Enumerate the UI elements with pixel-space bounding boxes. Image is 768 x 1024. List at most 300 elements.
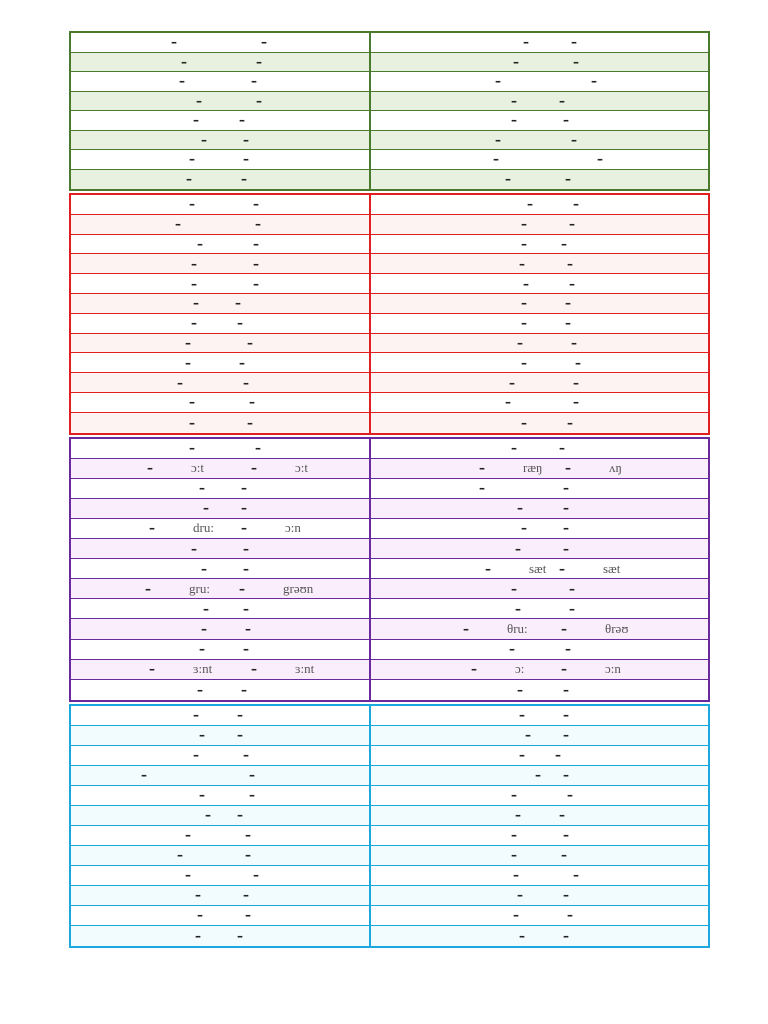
blank-item[interactable]: [525, 727, 531, 743]
left-cell: [71, 866, 371, 885]
table-row: [71, 393, 708, 413]
blank-item[interactable]: [517, 682, 523, 698]
blank-item[interactable]: [249, 767, 255, 783]
blank-item[interactable]: [563, 827, 569, 843]
blank-item[interactable]: [519, 928, 525, 944]
blank-item[interactable]: [241, 500, 247, 516]
blank-item[interactable]: [195, 887, 201, 903]
blank-item[interactable]: [235, 295, 241, 311]
blank-item[interactable]: [245, 907, 251, 923]
blank-item[interactable]: [189, 151, 195, 167]
blank-item[interactable]: [563, 767, 569, 783]
phonetic-text: ɔ:n: [605, 661, 621, 677]
blank-item[interactable]: [149, 661, 212, 677]
left-cell: [71, 439, 371, 458]
blank-item[interactable]: [523, 276, 529, 292]
blank-dash: –: [569, 276, 575, 291]
blank-item[interactable]: [199, 787, 205, 803]
blank-dash: –: [573, 197, 579, 212]
blank-item[interactable]: [513, 867, 519, 883]
blank-item[interactable]: [255, 216, 261, 232]
blank-item[interactable]: [185, 335, 191, 351]
blank-item[interactable]: [201, 561, 207, 577]
right-cell: [371, 479, 708, 498]
blank-item[interactable]: [573, 375, 579, 391]
blank-item[interactable]: [189, 440, 195, 456]
blank-dash: –: [563, 828, 569, 843]
table-row: [71, 499, 708, 519]
table-row: [71, 519, 708, 539]
blank-item[interactable]: [245, 621, 251, 637]
right-cell: [371, 640, 708, 659]
blank-item[interactable]: [197, 236, 203, 252]
table-row: [71, 334, 708, 354]
blank-dash: –: [597, 152, 603, 167]
blank-item[interactable]: [509, 375, 515, 391]
blank-item[interactable]: [561, 621, 628, 637]
blank-item[interactable]: [243, 132, 249, 148]
blank-item[interactable]: [251, 460, 308, 476]
blank-item[interactable]: [559, 93, 565, 109]
blank-item[interactable]: [243, 375, 249, 391]
blank-item[interactable]: [205, 807, 211, 823]
table-row: [71, 53, 708, 73]
blank-item[interactable]: [563, 928, 569, 944]
blank-item[interactable]: [569, 276, 575, 292]
table-row: [71, 274, 708, 294]
left-cell: [71, 170, 371, 190]
blank-item[interactable]: [149, 520, 214, 536]
blank-dash: –: [573, 375, 579, 390]
left-cell: [71, 746, 371, 765]
left-cell: [71, 906, 371, 925]
blank-item[interactable]: [515, 807, 521, 823]
blank-item[interactable]: [569, 216, 575, 232]
section-cyan: [69, 704, 710, 948]
right-cell: [371, 294, 708, 313]
blank-item[interactable]: [179, 73, 185, 89]
blank-dash: –: [571, 335, 577, 350]
blank-item[interactable]: [563, 727, 569, 743]
blank-dash: –: [193, 748, 199, 763]
table-row: [71, 640, 708, 660]
blank-dash: –: [523, 35, 529, 50]
blank-item[interactable]: [255, 440, 261, 456]
blank-item[interactable]: [563, 541, 569, 557]
blank-item[interactable]: [569, 601, 575, 617]
blank-dash: –: [519, 256, 525, 271]
blank-item[interactable]: [521, 355, 527, 371]
blank-dash: –: [243, 132, 249, 147]
blank-dash: –: [567, 788, 573, 803]
blank-item[interactable]: [567, 415, 573, 431]
blank-dash: –: [535, 768, 541, 783]
blank-item[interactable]: [243, 151, 249, 167]
blank-dash: –: [199, 481, 205, 496]
blank-item[interactable]: [249, 394, 255, 410]
right-cell: [371, 599, 708, 618]
blank-item[interactable]: [245, 847, 251, 863]
blank-item[interactable]: [567, 907, 573, 923]
blank-dash: –: [519, 748, 525, 763]
blank-dash: –: [471, 662, 477, 677]
blank-dash: –: [197, 908, 203, 923]
blank-item[interactable]: [517, 335, 523, 351]
blank-item[interactable]: [505, 394, 511, 410]
blank-item[interactable]: [471, 661, 524, 677]
blank-item[interactable]: [571, 132, 577, 148]
blank-item[interactable]: [241, 171, 247, 187]
blank-item[interactable]: [573, 54, 579, 70]
phonetic-text: ɜ:nt: [193, 661, 213, 677]
blank-item[interactable]: [237, 727, 243, 743]
blank-item[interactable]: [251, 73, 257, 89]
blank-item[interactable]: [511, 847, 517, 863]
blank-item[interactable]: [535, 767, 541, 783]
right-cell: [371, 170, 708, 190]
blank-item[interactable]: [199, 727, 205, 743]
table-row: [71, 195, 708, 215]
blank-item[interactable]: [239, 112, 245, 128]
blank-item[interactable]: [521, 415, 527, 431]
blank-item[interactable]: [479, 480, 485, 496]
blank-item[interactable]: [193, 707, 199, 723]
left-cell: [71, 680, 371, 700]
blank-item[interactable]: [493, 151, 499, 167]
blank-item[interactable]: [559, 440, 565, 456]
blank-item[interactable]: [563, 112, 569, 128]
blank-item[interactable]: [509, 641, 515, 657]
blank-dash: –: [243, 601, 249, 616]
table-row: [71, 413, 708, 433]
blank-dash: –: [493, 152, 499, 167]
blank-item[interactable]: [199, 480, 205, 496]
blank-item[interactable]: [185, 867, 191, 883]
blank-item[interactable]: [511, 440, 517, 456]
blank-item[interactable]: [569, 581, 575, 597]
blank-item[interactable]: [555, 747, 561, 763]
section-red: [69, 193, 710, 435]
blank-dash: –: [149, 662, 155, 677]
blank-dash: –: [511, 113, 517, 128]
blank-item[interactable]: [237, 807, 243, 823]
blank-item[interactable]: [195, 928, 201, 944]
blank-dash: –: [511, 93, 517, 108]
blank-item[interactable]: [521, 295, 527, 311]
blank-dash: –: [565, 296, 571, 311]
blank-item[interactable]: [253, 236, 259, 252]
left-cell: [71, 111, 371, 130]
left-cell: [71, 72, 371, 91]
blank-item[interactable]: [203, 500, 209, 516]
left-cell: [71, 195, 371, 214]
blank-item[interactable]: [241, 520, 301, 536]
blank-item[interactable]: [519, 707, 525, 723]
blank-item[interactable]: [563, 707, 569, 723]
blank-item[interactable]: [193, 295, 199, 311]
blank-item[interactable]: [237, 928, 243, 944]
blank-item[interactable]: [261, 34, 267, 50]
blank-item[interactable]: [513, 54, 519, 70]
blank-item[interactable]: [523, 34, 529, 50]
right-cell: [371, 413, 708, 433]
blank-dash: –: [247, 415, 253, 430]
blank-item[interactable]: [197, 907, 203, 923]
blank-item[interactable]: [241, 682, 247, 698]
blank-dash: –: [251, 461, 257, 476]
table-row: [71, 373, 708, 393]
blank-item[interactable]: [521, 216, 527, 232]
blank-item[interactable]: [141, 767, 147, 783]
blank-item[interactable]: [511, 112, 517, 128]
blank-item[interactable]: [185, 355, 191, 371]
blank-dash: –: [521, 316, 527, 331]
blank-item[interactable]: [245, 827, 251, 843]
blank-item[interactable]: [203, 601, 209, 617]
blank-dash: –: [509, 642, 515, 657]
blank-dash: –: [201, 132, 207, 147]
blank-dash: –: [525, 728, 531, 743]
left-cell: [71, 92, 371, 111]
blank-item[interactable]: [517, 500, 523, 516]
blank-item[interactable]: [527, 196, 533, 212]
blank-item[interactable]: [239, 355, 245, 371]
blank-item[interactable]: [253, 276, 259, 292]
blank-item[interactable]: [249, 787, 255, 803]
blank-item[interactable]: [567, 256, 573, 272]
blank-item[interactable]: [563, 480, 569, 496]
blank-item[interactable]: [565, 641, 571, 657]
blank-item[interactable]: [241, 480, 247, 496]
blank-dash: –: [247, 335, 253, 350]
blank-dash: –: [563, 521, 569, 536]
blank-dash: –: [256, 54, 262, 69]
blank-item[interactable]: [145, 581, 210, 597]
blank-item[interactable]: [185, 827, 191, 843]
blank-item[interactable]: [247, 335, 253, 351]
blank-item[interactable]: [513, 907, 519, 923]
blank-item[interactable]: [565, 295, 571, 311]
blank-dash: –: [243, 541, 249, 556]
blank-item[interactable]: [177, 375, 183, 391]
blank-dash: –: [569, 601, 575, 616]
blank-item[interactable]: [253, 256, 259, 272]
blank-item[interactable]: [181, 54, 187, 70]
blank-item[interactable]: [175, 216, 181, 232]
blank-dash: –: [559, 441, 565, 456]
blank-item[interactable]: [201, 621, 207, 637]
blank-item[interactable]: [256, 54, 262, 70]
blank-item[interactable]: [519, 747, 525, 763]
blank-item[interactable]: [495, 73, 501, 89]
blank-item[interactable]: [565, 460, 622, 476]
blank-item[interactable]: [519, 256, 525, 272]
blank-item[interactable]: [573, 867, 579, 883]
blank-dash: –: [559, 808, 565, 823]
blank-item[interactable]: [571, 335, 577, 351]
blank-item[interactable]: [201, 132, 207, 148]
blank-dash: –: [563, 888, 569, 903]
left-cell: [71, 334, 371, 353]
blank-dash: –: [505, 395, 511, 410]
blank-item[interactable]: [191, 256, 197, 272]
blank-item[interactable]: [559, 807, 565, 823]
blank-dash: –: [253, 276, 259, 291]
blank-item[interactable]: [563, 520, 569, 536]
blank-dash: –: [243, 152, 249, 167]
left-cell: [71, 786, 371, 805]
blank-item[interactable]: [591, 73, 597, 89]
blank-item[interactable]: [563, 682, 569, 698]
blank-item[interactable]: [253, 867, 259, 883]
blank-dash: –: [256, 93, 262, 108]
blank-dash: –: [189, 441, 195, 456]
right-cell: [371, 539, 708, 558]
blank-item[interactable]: [186, 171, 192, 187]
blank-item[interactable]: [573, 196, 579, 212]
blank-item[interactable]: [561, 661, 621, 677]
blank-item[interactable]: [251, 661, 314, 677]
blank-dash: –: [191, 276, 197, 291]
right-cell: [371, 519, 708, 538]
blank-item[interactable]: [565, 171, 571, 187]
blank-item[interactable]: [239, 581, 313, 597]
table-row: [71, 215, 708, 235]
blank-dash: –: [193, 113, 199, 128]
blank-dash: –: [573, 54, 579, 69]
blank-item[interactable]: [243, 641, 249, 657]
blank-item[interactable]: [521, 315, 527, 331]
blank-dash: –: [523, 276, 529, 291]
blank-item[interactable]: [495, 132, 501, 148]
blank-item[interactable]: [189, 394, 195, 410]
blank-item[interactable]: [561, 847, 567, 863]
blank-item[interactable]: [511, 581, 517, 597]
blank-dash: –: [563, 708, 569, 723]
left-cell: [71, 599, 371, 618]
table-row: [71, 150, 708, 170]
blank-dash: –: [245, 908, 251, 923]
blank-item[interactable]: [256, 93, 262, 109]
blank-item[interactable]: [511, 93, 517, 109]
blank-item[interactable]: [197, 682, 203, 698]
table-row: [71, 33, 708, 53]
blank-item[interactable]: [515, 601, 521, 617]
blank-item[interactable]: [463, 621, 528, 637]
blank-item[interactable]: [193, 747, 199, 763]
blank-dash: –: [177, 375, 183, 390]
table-row: [71, 806, 708, 826]
blank-item[interactable]: [517, 887, 523, 903]
right-cell: [371, 439, 708, 458]
blank-dash: –: [567, 256, 573, 271]
blank-item[interactable]: [563, 500, 569, 516]
blank-item[interactable]: [193, 112, 199, 128]
blank-dash: –: [189, 197, 195, 212]
right-cell: [371, 866, 708, 885]
blank-item[interactable]: [247, 415, 253, 431]
blank-item[interactable]: [237, 315, 243, 331]
blank-item[interactable]: [571, 34, 577, 50]
blank-item[interactable]: [191, 315, 197, 331]
right-cell: [371, 706, 708, 725]
blank-dash: –: [521, 217, 527, 232]
blank-item[interactable]: [511, 787, 517, 803]
blank-item[interactable]: [199, 641, 205, 657]
left-cell: [71, 459, 371, 478]
blank-item[interactable]: [515, 541, 521, 557]
blank-item[interactable]: [559, 561, 620, 577]
blank-dash: –: [515, 808, 521, 823]
blank-item[interactable]: [521, 520, 527, 536]
left-cell: [71, 640, 371, 659]
blank-item[interactable]: [253, 196, 259, 212]
blank-dash: –: [511, 788, 517, 803]
blank-item[interactable]: [573, 394, 579, 410]
blank-item[interactable]: [575, 355, 581, 371]
blank-item[interactable]: [243, 541, 249, 557]
blank-item[interactable]: [243, 887, 249, 903]
blank-item[interactable]: [567, 787, 573, 803]
right-cell: [371, 150, 708, 169]
blank-dash: –: [203, 601, 209, 616]
blank-item[interactable]: [243, 601, 249, 617]
blank-item[interactable]: [189, 196, 195, 212]
blank-item[interactable]: [505, 171, 511, 187]
blank-dash: –: [177, 848, 183, 863]
blank-dash: –: [563, 928, 569, 943]
blank-item[interactable]: [177, 847, 183, 863]
left-cell: [71, 660, 371, 679]
blank-item[interactable]: [485, 561, 546, 577]
blank-item[interactable]: [147, 460, 204, 476]
blank-item[interactable]: [511, 827, 517, 843]
left-cell: [71, 619, 371, 638]
blank-dash: –: [253, 197, 259, 212]
blank-dash: –: [245, 848, 251, 863]
right-cell: [371, 92, 708, 111]
blank-dash: –: [243, 642, 249, 657]
left-cell: [71, 314, 371, 333]
blank-dash: –: [495, 74, 501, 89]
blank-dash: –: [237, 928, 243, 943]
blank-dash: –: [563, 481, 569, 496]
blank-item[interactable]: [189, 415, 195, 431]
blank-dash: –: [185, 828, 191, 843]
blank-item[interactable]: [237, 707, 243, 723]
blank-item[interactable]: [171, 34, 177, 50]
blank-item[interactable]: [191, 276, 197, 292]
blank-item[interactable]: [191, 541, 197, 557]
blank-item[interactable]: [597, 151, 603, 167]
blank-item[interactable]: [196, 93, 202, 109]
blank-item[interactable]: [565, 315, 571, 331]
blank-dash: –: [249, 395, 255, 410]
table-row: [71, 559, 708, 579]
phonetic-text: gru:: [189, 580, 210, 596]
blank-item[interactable]: [243, 561, 249, 577]
blank-dash: –: [565, 172, 571, 187]
blank-dash: –: [515, 601, 521, 616]
blank-dash: –: [563, 768, 569, 783]
blank-item[interactable]: [563, 887, 569, 903]
blank-dash: –: [571, 132, 577, 147]
blank-item[interactable]: [521, 236, 527, 252]
blank-item[interactable]: [479, 460, 542, 476]
blank-item[interactable]: [243, 747, 249, 763]
blank-dash: –: [241, 501, 247, 516]
blank-item[interactable]: [561, 236, 567, 252]
